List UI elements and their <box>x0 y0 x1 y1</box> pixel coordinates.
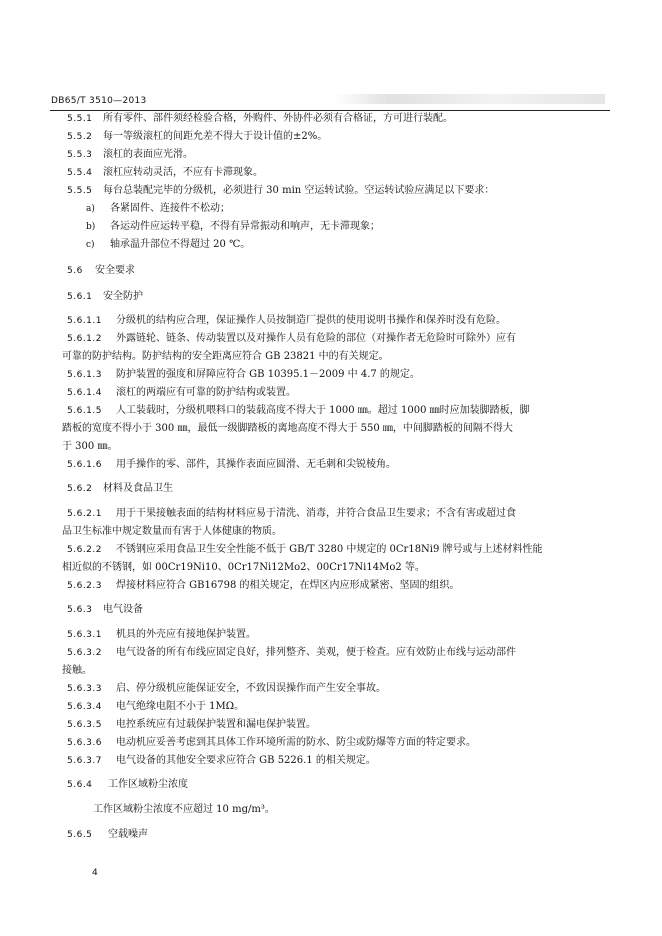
clause-text: 踏板的宽度不得小于 300 ㎜，最低一级脚踏板的离地高度不得大于 550 ㎜，中间脚踏板的间隔不得大 <box>62 423 513 434</box>
section-5-6-heading <box>0 262 662 280</box>
clause-number: 5.5.4 <box>67 168 93 178</box>
clause-text: 电气绝缘电阻不小于 1MΩ。 <box>116 701 245 712</box>
standard-code: DB65/T 3510—2013 <box>51 96 147 106</box>
section-title: 安全防护 <box>103 291 143 302</box>
clause-5-5-2 <box>0 128 662 146</box>
section-5-6-3-heading <box>0 601 662 619</box>
clause-number: 5.6.1.6 <box>67 460 102 470</box>
clause-number: 5.5.3 <box>67 150 93 160</box>
clause-5-6-2-3 <box>0 577 662 595</box>
clause-continuation <box>0 438 662 456</box>
clause-text: 分级机的结构应合理，保证操作人员按制造厂提供的使用说明书操作和保养时没有危险。 <box>116 315 506 326</box>
clause-text: 品卫生标准中规定数量而有害于人体健康的物质。 <box>62 526 282 537</box>
clause-number: 5.6.2.1 <box>67 509 102 519</box>
clause-number: 5.6.3.2 <box>67 648 102 658</box>
clause-text: 不锈钢应采用食品卫生安全性能不低于 GB/T 3280 中规定的 0Cr18Ni9 牌号或与上述材料性能 <box>116 544 543 555</box>
clause-continuation <box>0 559 662 577</box>
clause-5-6-3-5 <box>0 716 662 734</box>
clause-text: 相近似的不锈钢，如 00Cr19Ni10、0Cr17Ni12Mo2、00Cr17Ni14Mo2 等。 <box>62 562 425 573</box>
clause-5-5-1 <box>0 110 662 128</box>
clause-number: 5.6.3.1 <box>67 630 102 640</box>
clause-text: 可靠的防护结构。防护结构的安全距离应符合 GB 23821 中的有关规定。 <box>62 351 389 362</box>
clause-text: 每台总装配完毕的分级机，必须进行 30 min 空运转试验。空运转试验应满足以下要求： <box>103 185 495 196</box>
clause-text: 防护装置的强度和屏障应符合 GB 10395.1－2009 中 4.7 的规定。 <box>116 369 420 380</box>
clause-number: 5.6.3.7 <box>67 756 102 766</box>
section-5-6-2-heading <box>0 480 662 498</box>
clause-number: 5.6.3.3 <box>67 684 102 694</box>
clause-text: 滚杠的表面应光滑。 <box>103 149 193 160</box>
clause-text: 滚杠应转动灵活，不应有卡滞现象。 <box>103 167 263 178</box>
clause-text: 于 300 ㎜。 <box>62 441 118 452</box>
clause-text: 外露链轮、链条、传动装置以及对操作人员有危险的部位（对操作者无危险时可除外）应有 <box>116 333 516 344</box>
clause-5-6-1-5 <box>0 402 662 420</box>
section-title: 电气设备 <box>103 604 143 615</box>
clause-text: 工作区域粉尘浓度不应超过 10 mg/m³。 <box>93 804 275 815</box>
clause-5-5-4 <box>0 164 662 182</box>
clause-number: 5.6.3.6 <box>67 738 102 748</box>
clause-5-6-2-1 <box>0 505 662 523</box>
section-5-6-4-heading <box>0 776 662 794</box>
section-number: 5.6.1 <box>67 292 93 302</box>
clause-text: 电气设备的所有布线应固定良好，排列整齐、美观，便于检查。应有效防止布线与运动部件 <box>116 647 516 658</box>
section-number: 5.6.3 <box>67 605 93 615</box>
clause-text: 人工装载时，分级机喂料口的装载高度不得大于 1000 ㎜。超过 1000 ㎜时应加装脚踏板，脚 <box>116 405 530 416</box>
list-text: 各紧固件、连接件不松动； <box>110 203 230 214</box>
page-number: 4 <box>92 868 98 878</box>
clause-text: 接触。 <box>62 665 92 676</box>
clause-number: 5.5.1 <box>67 114 93 124</box>
section-number: 5.6.4 <box>67 780 93 790</box>
clause-5-6-1-4 <box>0 384 662 402</box>
clause-continuation <box>0 420 662 438</box>
clause-5-6-1-6 <box>0 456 662 474</box>
clause-number: 5.6.1.3 <box>67 370 102 380</box>
clause-number: 5.6.1.4 <box>67 388 102 398</box>
clause-5-6-3-7 <box>0 752 662 770</box>
list-item-b <box>0 218 662 236</box>
clause-5-6-3-6 <box>0 734 662 752</box>
clause-5-6-1-3 <box>0 366 662 384</box>
clause-continuation <box>0 348 662 366</box>
list-item-a <box>0 200 662 218</box>
list-item-c <box>0 236 662 254</box>
clause-number: 5.6.2.3 <box>67 581 102 591</box>
section-number: 5.6 <box>67 266 83 276</box>
section-title: 工作区域粉尘浓度 <box>108 779 188 790</box>
list-marker: a) <box>86 204 95 214</box>
clause-5-6-3-2 <box>0 644 662 662</box>
clause-5-6-3-1 <box>0 626 662 644</box>
list-marker: b) <box>86 222 96 232</box>
clause-text: 机具的外壳应有接地保护装置。 <box>116 629 256 640</box>
section-5-6-5-heading <box>0 826 662 844</box>
clause-5-6-1-2 <box>0 330 662 348</box>
clause-text: 用手操作的零、部件，其操作表面应圆滑、无毛刺和尖锐棱角。 <box>116 459 396 470</box>
clause-text: 每一等级滚杠的间距允差不得大于设计值的±2%。 <box>103 131 328 142</box>
clause-continuation <box>0 523 662 541</box>
section-number: 5.6.2 <box>67 484 93 494</box>
clause-5-5-5 <box>0 182 662 200</box>
clause-number: 5.6.2.2 <box>67 545 102 555</box>
clause-text: 启、停分级机应能保证安全，不致因误操作而产生安全事故。 <box>116 683 386 694</box>
clause-text: 用于干果接触表面的结构材料应易于清洗、消毒，并符合食品卫生要求；不含有害或超过食 <box>116 508 516 519</box>
list-text: 轴承温升部位不得超过 20 ℃。 <box>110 239 251 250</box>
clause-text: 滚杠的两端应有可靠的防护结构或装置。 <box>116 387 296 398</box>
clause-text: 所有零件、部件须经检验合格，外购件、外协件必须有合格证，方可进行装配。 <box>103 113 453 124</box>
clause-continuation <box>0 662 662 680</box>
clause-5-6-3-4 <box>0 698 662 716</box>
clause-number: 5.5.5 <box>67 186 93 196</box>
clause-text: 焊接材料应符合 GB16798 的相关规定，在焊区内应形成紧密、坚固的组织。 <box>116 580 460 591</box>
section-title: 材料及食品卫生 <box>103 483 173 494</box>
clause-5-6-3-3 <box>0 680 662 698</box>
clause-5-6-2-2 <box>0 541 662 559</box>
section-title: 空载噪声 <box>108 829 148 840</box>
section-number: 5.6.5 <box>67 830 93 840</box>
clause-number: 5.6.1.2 <box>67 334 102 344</box>
clause-number: 5.6.1.5 <box>67 406 102 416</box>
scan-artifact <box>335 94 605 104</box>
clause-number: 5.5.2 <box>67 132 93 142</box>
clause-5-6-1-1 <box>0 312 662 330</box>
section-5-6-1-heading <box>0 288 662 306</box>
list-marker: c) <box>86 240 95 250</box>
clause-text: 电动机应妥善考虑到其具体工作环境所需的防水、防尘或防爆等方面的特定要求。 <box>116 737 476 748</box>
section-title: 安全要求 <box>95 265 135 276</box>
list-text: 各运动件应运转平稳，不得有异常振动和响声，无卡滞现象； <box>110 221 380 232</box>
clause-body <box>0 801 662 819</box>
clause-5-5-3 <box>0 146 662 164</box>
clause-number: 5.6.3.5 <box>67 720 102 730</box>
clause-text: 电气设备的其他安全要求应符合 GB 5226.1 的相关规定。 <box>116 755 376 766</box>
clause-number: 5.6.3.4 <box>67 702 102 712</box>
clause-number: 5.6.1.1 <box>67 316 102 326</box>
clause-text: 电控系统应有过载保护装置和漏电保护装置。 <box>116 719 316 730</box>
